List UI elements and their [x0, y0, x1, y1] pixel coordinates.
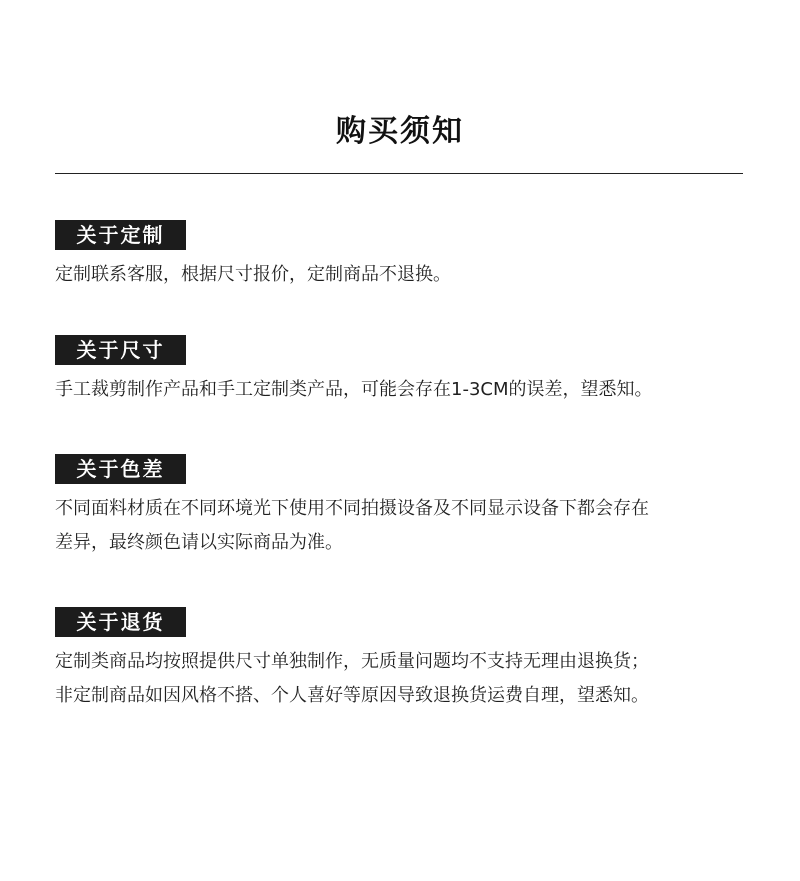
section-body-size: [55, 373, 755, 407]
section-tag-custom: 关于定制: [55, 220, 186, 250]
section-tag-return: 关于退货: [55, 607, 186, 637]
section-tag-size: 关于尺寸: [55, 335, 186, 365]
section-body-line: 定制联系客服，根据尺寸报价，定制商品不退换。: [55, 264, 451, 285]
section-body-line: 差异，最终颜色请以实际商品为准。: [55, 532, 343, 553]
section-size: [55, 335, 755, 407]
title-divider: [55, 173, 743, 174]
section-body-line: 不同面料材质在不同环境光下使用不同拍摄设备及不同显示设备下都会存在: [55, 498, 649, 519]
page-title: 购买须知: [336, 114, 464, 149]
section-custom: [55, 220, 755, 292]
section-color-difference: [55, 454, 755, 560]
section-body-line: 手工裁剪制作产品和手工定制类产品，可能会存在1-3CM的误差，望悉知。: [55, 379, 653, 400]
section-body-color-difference: [55, 492, 755, 560]
section-body-line: 定制类商品均按照提供尺寸单独制作，无质量问题均不支持无理由退换货；: [55, 651, 649, 672]
section-body-line: 非定制商品如因风格不搭、个人喜好等原因导致退换货运费自理，望悉知。: [55, 685, 649, 706]
section-tag-color-difference: 关于色差: [55, 454, 186, 484]
section-body-return: [55, 645, 755, 713]
section-return: [55, 607, 755, 713]
section-body-custom: [55, 258, 755, 292]
